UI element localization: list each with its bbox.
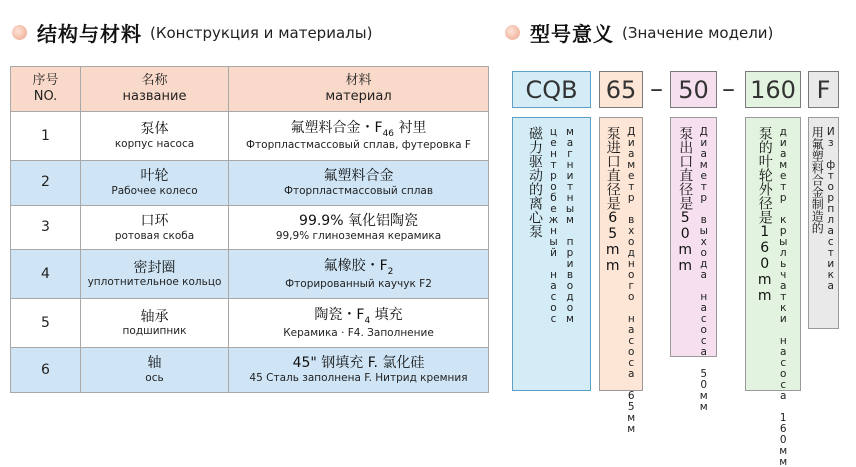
table-row [11, 250, 489, 299]
desc-material [808, 117, 839, 329]
model-dash: – [722, 74, 735, 104]
desc-ru: Диаметр выхода насоса 50мм [697, 126, 710, 412]
desc-series [512, 117, 591, 391]
model-meaning-heading [505, 18, 773, 47]
model-code-outlet: 50 [670, 71, 717, 108]
part-material: 陶瓷・$F_4$ 填充 Керамика · F4. Заполнение [229, 299, 489, 348]
desc-zh: 泵进口直径是65mm [604, 126, 621, 274]
desc-zh: 泵出口直径是50mm [677, 126, 694, 274]
part-name: 泵体 корпус насоса [81, 112, 229, 161]
structure-materials-heading [12, 18, 372, 47]
desc-zh: 用氟塑料合金制造的 [810, 126, 825, 234]
part-name: 叶轮 Рабочее колесо [81, 160, 229, 205]
table-row [11, 205, 489, 250]
part-material: 氟塑料合金・$F_{46}$ 衬里 Фторпластмассовый сплав, футеровка F [229, 112, 489, 161]
desc-zh: 磁力驱动的离心泵 [527, 126, 543, 238]
bullet-dot-icon [12, 25, 27, 40]
model-dash: – [650, 74, 663, 104]
desc-ru: Из фторпластика [824, 126, 837, 291]
model-code-impeller: 160 [745, 71, 801, 108]
part-material: 氟塑料合金 Фторпластмассовый сплав [229, 160, 489, 205]
desc-ru: магнитным приводом [564, 126, 576, 324]
part-material: 99.9% 氧化铝陶瓷 99,9% глиноземная керамика [229, 205, 489, 250]
section-title-zh: 结构与材料 [37, 22, 142, 46]
desc-impeller [745, 117, 801, 467]
section-title-zh: 型号意义 [530, 22, 614, 46]
part-name: 轴 ось [81, 348, 229, 393]
part-name: 轴承 подшипник [81, 299, 229, 348]
desc-ru: Диаметр входного насоса 65мм [625, 126, 638, 434]
table-row [11, 348, 489, 393]
model-code-inlet: 65 [599, 71, 643, 108]
part-material: 45" 钢填充 F. 氯化硅 45 Сталь заполнена F. Нитрид кремния [229, 348, 489, 393]
table-row [11, 112, 489, 161]
row-number: 2 [11, 160, 81, 205]
table-row [11, 160, 489, 205]
header-material: 材料 материал [229, 67, 489, 112]
row-number: 3 [11, 205, 81, 250]
row-number: 1 [11, 112, 81, 161]
materials-table [10, 66, 489, 393]
row-number: 5 [11, 299, 81, 348]
part-name: 密封圈 уплотнительное кольцо [81, 250, 229, 299]
header-name: 名称 название [81, 67, 229, 112]
desc-ru: диаметр крыльчатки насоса 160мм [777, 126, 790, 467]
table-row [11, 299, 489, 348]
bullet-dot-icon [505, 25, 520, 40]
row-number: 4 [11, 250, 81, 299]
part-material: 氟橡胶・$F_2$ Фторированный каучук F2 [229, 250, 489, 299]
model-code-material: F [808, 71, 839, 108]
row-number: 6 [11, 348, 81, 393]
desc-inlet [599, 117, 643, 434]
model-code-series: CQB [512, 71, 591, 108]
desc-outlet [670, 117, 717, 412]
desc-zh: 泵的叶轮外径是160mm [756, 126, 773, 304]
table-header-row [11, 67, 489, 112]
header-number: 序号 NO. [11, 67, 81, 112]
part-name: 口环 ротовая скоба [81, 205, 229, 250]
desc-ru: центробежный насос [547, 126, 560, 324]
section-title-ru: (Значение модели) [622, 23, 774, 42]
section-title-ru: (Конструкция и материалы) [150, 23, 373, 42]
